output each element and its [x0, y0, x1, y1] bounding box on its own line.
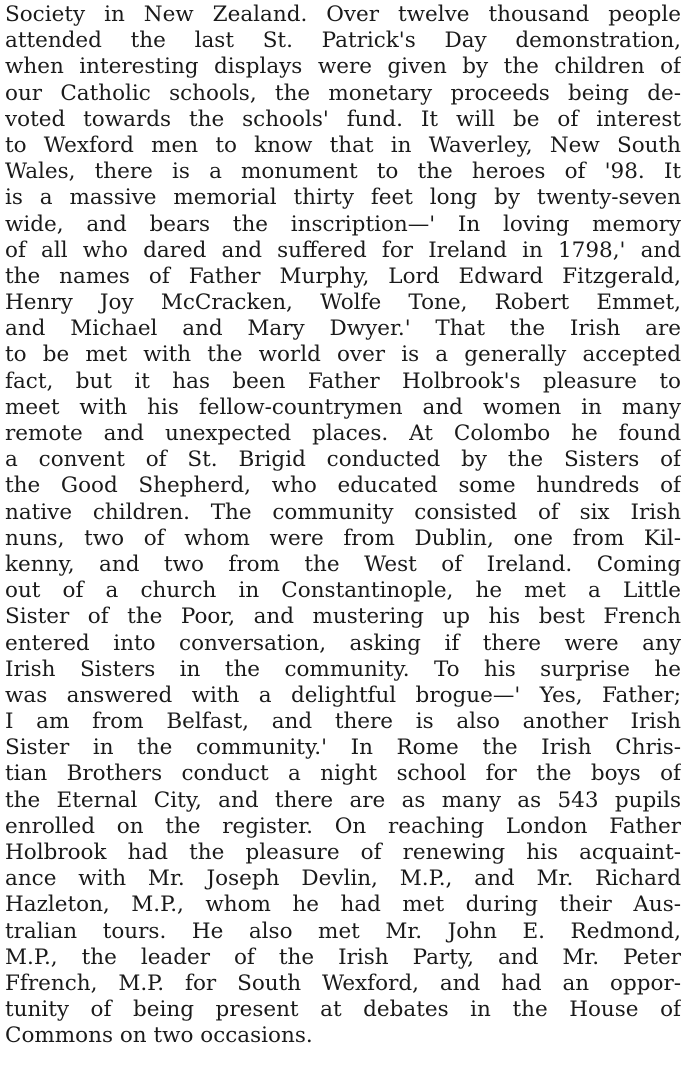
text-line: ance with Mr. Joseph Devlin, M.P., and Mr. Richard	[5, 866, 681, 892]
text-line: is a massive memorial thirty feet long by twenty-seven	[5, 185, 681, 211]
text-line: Ffrench, M.P. for South Wexford, and had an oppor-	[5, 970, 681, 996]
text-line: voted towards the schools' fund. It will be of interest	[5, 106, 681, 132]
text-line: native children. The community consisted of six Irish	[5, 499, 681, 525]
article-column	[5, 2, 681, 1084]
text-line: Sister of the Poor, and mustering up his best French	[5, 604, 681, 630]
text-line: enrolled on the register. On reaching London Father	[5, 813, 681, 839]
text-line: remote and unexpected places. At Colombo he found	[5, 421, 681, 446]
text-line: the names of Father Murphy, Lord Edward Fitzgerald,	[5, 263, 681, 289]
text-line: nuns, two of whom were from Dublin, one from Kil-	[5, 525, 681, 551]
text-line: Society in New Zealand. Over twelve thousand people	[5, 2, 681, 27]
text-line: to be met with the world over is a generally accepted	[5, 342, 681, 368]
text-line: wide, and bears the inscription—' In loving memory	[5, 211, 681, 237]
text-line: Commons on two occasions.	[5, 1023, 313, 1049]
text-line: tian Brothers conduct a night school for the boys of	[5, 761, 681, 787]
text-line: Sister in the community.' In Rome the Irish Chris-	[5, 735, 681, 761]
text-line: tunity of being present at debates in the House of	[5, 997, 681, 1023]
text-line: when interesting displays were given by the children of	[5, 54, 681, 80]
text-line: Hazleton, M.P., whom he had met during their Aus-	[5, 892, 681, 918]
text-line: tralian tours. He also met Mr. John E. Redmond,	[5, 918, 681, 944]
text-line: entered into conversation, asking if there were any	[5, 630, 681, 656]
text-line: attended the last St. Patrick's Day demonstration,	[5, 28, 681, 54]
text-line: M.P., the leader of the Irish Party, and Mr. Peter	[5, 944, 681, 970]
text-line: and Michael and Mary Dwyer.' That the Irish are	[5, 316, 681, 342]
text-line: meet with his fellow-countrymen and women in many	[5, 394, 681, 420]
text-line: the Good Shepherd, who educated some hundreds of	[5, 473, 681, 499]
text-line: fact, but it has been Father Holbrook's pleasure to	[5, 368, 681, 394]
text-line: kenny, and two from the West of Ireland. Coming	[5, 551, 681, 577]
text-line: of all who dared and suffered for Ireland in 1798,' and	[5, 237, 681, 263]
text-line: to Wexford men to know that in Waverley, New South	[5, 132, 681, 158]
text-line: Henry Joy McCracken, Wolfe Tone, Robert Emmet,	[5, 290, 681, 316]
text-line: Wales, there is a monument to the heroes of '98. It	[5, 159, 681, 185]
text-line: our Catholic schools, the monetary proceeds being de-	[5, 80, 681, 106]
text-line: out of a church in Constantinople, he met a Little	[5, 578, 681, 604]
text-line: I am from Belfast, and there is also another Irish	[5, 709, 681, 735]
text-line: a convent of St. Brigid conducted by the Sisters of	[5, 447, 681, 473]
text-line: was answered with a delightful brogue—' Yes, Father;	[5, 682, 681, 708]
text-line: the Eternal City, and there are as many as 543 pupils	[5, 787, 681, 813]
text-line: Irish Sisters in the community. To his surprise he	[5, 656, 681, 682]
text-line: Holbrook had the pleasure of renewing his acquaint-	[5, 840, 681, 865]
